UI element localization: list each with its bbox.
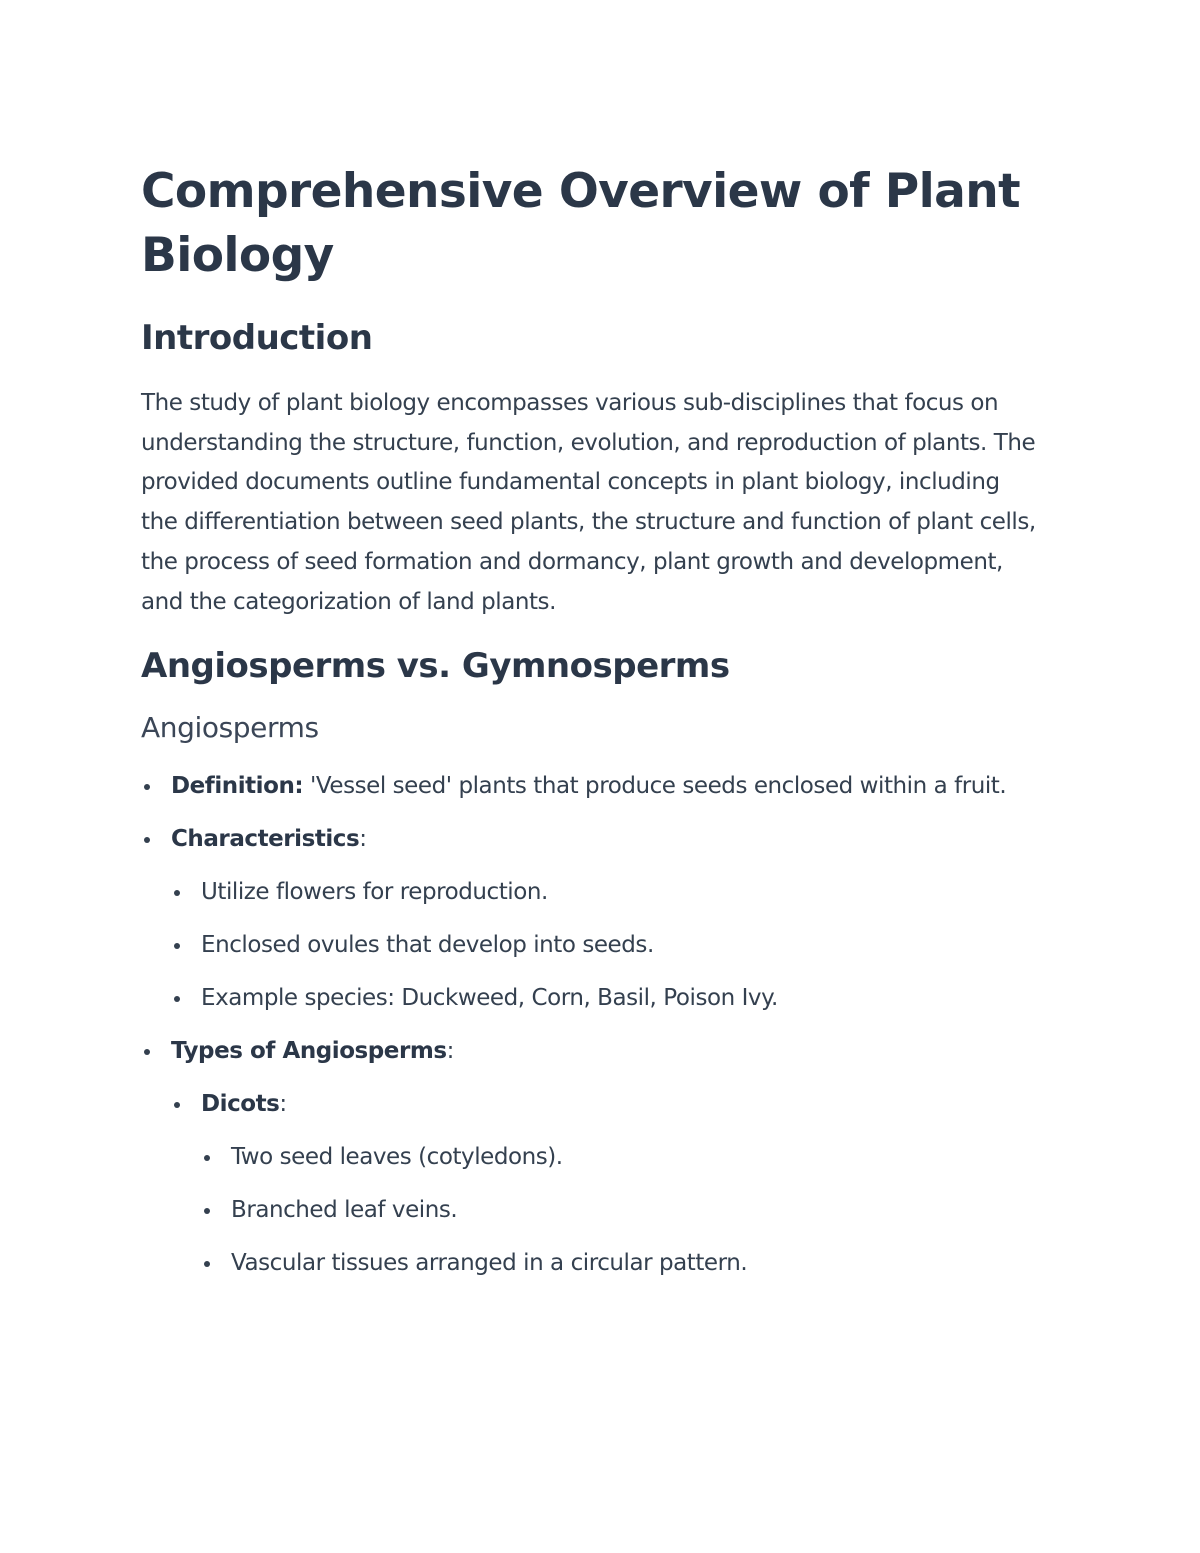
bullet-icon (144, 1049, 150, 1055)
dicot-trait-text: Branched leaf veins. (231, 1197, 458, 1224)
characteristics-colon: : (359, 826, 367, 853)
characteristic-text: Utilize flowers for reproduction. (201, 879, 548, 906)
dicot-trait-text: Two seed leaves (cotyledons). (231, 1144, 563, 1171)
list-item (171, 972, 1041, 1025)
bullet-icon (174, 996, 180, 1002)
angiosperms-subheading: Angiosperms (141, 711, 319, 745)
list-item-characteristics (141, 813, 1041, 1025)
list-item-definition (141, 760, 1041, 813)
list-item (201, 1131, 1041, 1184)
types-list (171, 1078, 1041, 1290)
list-item (201, 1237, 1041, 1290)
dicots-label: Dicots (201, 1091, 280, 1118)
definition-label: Definition: (171, 773, 304, 800)
angiosperms-list (141, 760, 1041, 1290)
page-title: Comprehensive Overview of Plant Biology (141, 164, 1020, 283)
list-item-types (141, 1025, 1041, 1290)
list-item (201, 1184, 1041, 1237)
introduction-heading: Introduction (141, 318, 373, 358)
types-label: Types of Angiosperms (171, 1038, 447, 1065)
bullet-icon (144, 837, 150, 843)
definition-text: 'Vessel seed' plants that produce seeds enclosed within a fruit. (303, 773, 1007, 800)
bullet-icon (174, 943, 180, 949)
document-page (141, 160, 1041, 1290)
characteristic-text: Example species: Duckweed, Corn, Basil, Poison Ivy. (201, 985, 778, 1012)
bullet-icon (204, 1208, 210, 1214)
bullet-icon (204, 1155, 210, 1161)
dicots-list (201, 1131, 1041, 1290)
types-colon: : (446, 1038, 454, 1065)
characteristic-text: Enclosed ovules that develop into seeds. (201, 932, 654, 959)
dicots-colon: : (279, 1091, 287, 1118)
characteristics-list (171, 866, 1041, 1025)
angio-vs-gymno-heading: Angiosperms vs. Gymnosperms (141, 646, 730, 687)
list-item-dicots (171, 1078, 1041, 1290)
bullet-icon (144, 784, 150, 790)
dicot-trait-text: Vascular tissues arranged in a circular pattern. (231, 1250, 748, 1277)
bullet-icon (204, 1261, 210, 1267)
list-item (171, 919, 1041, 972)
introduction-paragraph: The study of plant biology encompasses various sub-disciplines that focus on understanding the structure, function, evolution, and reproduction of plants. The provided documents outline fundamental concepts in plant biology, including the differentiation between seed plants, the structure and function of plant cells, the process of seed formation and dormancy, plant growth and development, and the categorization of land plants. (141, 390, 1036, 615)
characteristics-label: Characteristics (171, 826, 360, 853)
bullet-icon (174, 890, 180, 896)
list-item (171, 866, 1041, 919)
bullet-icon (174, 1102, 180, 1108)
